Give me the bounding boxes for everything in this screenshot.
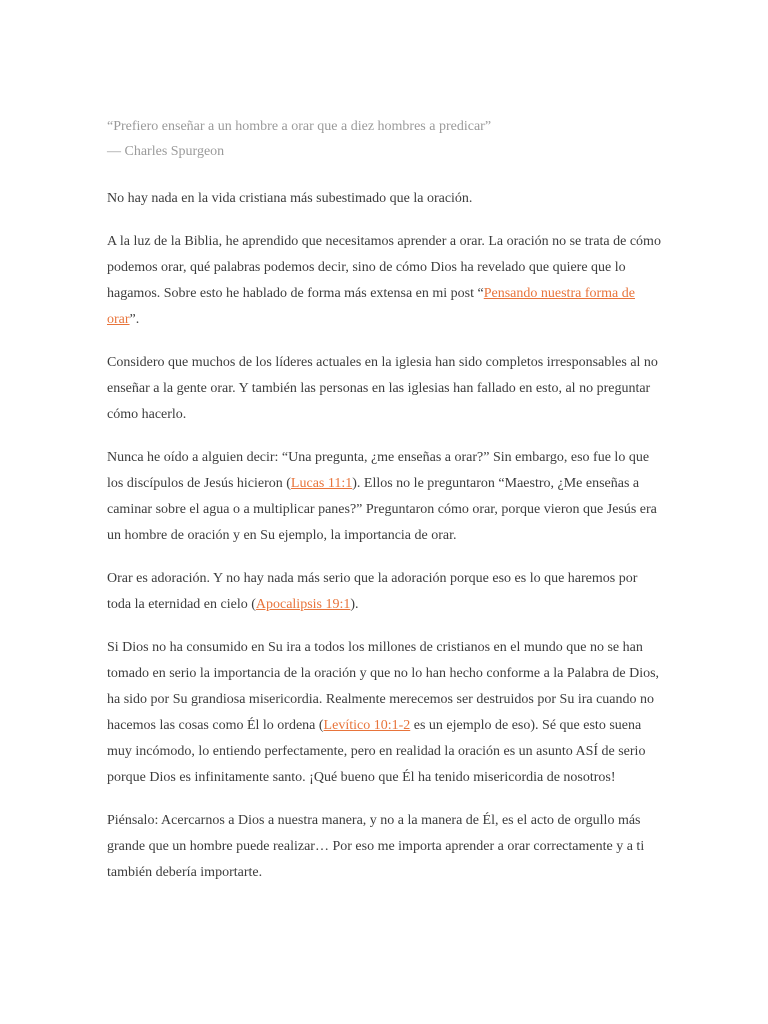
link-levitico-10-1-2[interactable]: Levítico 10:1-2 — [323, 718, 411, 733]
paragraph-6-text-before: Si Dios no ha consumido en Su ira a todos los millones de cristianos en el mundo que no se han tomado en serio la importancia de la oración y que no lo han hecho conforme a la Palabra de Dios, ha sido por Su grandiosa misericordia. Realmente merecemos ser destruidos por Su ira cuando no hacemos las cosas como Él lo ordena ( — [107, 640, 660, 733]
link-pensando-nuestra-forma-de-orar[interactable]: Pensando nuestra forma de orar — [107, 286, 635, 327]
link-apocalipsis-19-1[interactable]: Apocalipsis 19:1 — [255, 597, 351, 612]
link-lucas-11-1[interactable]: Lucas 11:1 — [290, 476, 353, 491]
epigraph-quote: “Prefiero enseñar a un hombre a orar que a diez hombres a predicar” — [107, 119, 492, 134]
paragraph-5-text-before: Orar es adoración. Y no hay nada más serio que la adoración porque eso es lo que haremos por toda la eternidad en cielo ( — [107, 571, 638, 612]
paragraph-4 — [107, 445, 663, 549]
paragraph-5 — [107, 566, 663, 618]
epigraph-author: — Charles Spurgeon — [107, 144, 225, 159]
paragraph-3: Considero que muchos de los líderes actuales en la iglesia han sido completos irresponsables al no enseñar a la gente orar. Y también las personas en las iglesias han fallado en esto, al no preguntar cómo hacerlo. — [107, 355, 658, 422]
paragraph-7: Piénsalo: Acercarnos a Dios a nuestra manera, y no a la manera de Él, es el acto de orgullo más grande que un hombre puede realizar… Por eso me importa aprender a orar correctamente y a ti también debería importarte. — [107, 813, 645, 880]
paragraph-6-text-after: es un ejemplo de eso). Sé que esto suena muy incómodo, lo entiendo perfectamente, pero en realidad la oración es un asunto ASÍ de serio porque Dios es infinitamente santo. ¡Qué bueno que Él ha tenido misericordia de nosotros! — [107, 718, 646, 785]
paragraph-2 — [107, 229, 663, 333]
paragraph-4-text-after: ). Ellos no le preguntaron “Maestro, ¿Me enseñas a caminar sobre el agua o a multiplicar panes?” Preguntaron cómo orar, porque vieron que Jesús era un hombre de oración y en Su ejemplo, la importancia de orar. — [107, 476, 657, 543]
paragraph-6 — [107, 635, 663, 791]
article-body — [107, 114, 663, 903]
paragraph-4-text-before: Nunca he oído a alguien decir: “Una pregunta, ¿me enseñas a orar?” Sin embargo, eso fue lo que los discípulos de Jesús hicieron ( — [107, 450, 650, 491]
paragraph-1: No hay nada en la vida cristiana más subestimado que la oración. — [107, 191, 473, 206]
paragraph-2-text-after: ”. — [129, 312, 140, 327]
paragraph-2-text-before: A la luz de la Biblia, he aprendido que necesitamos aprender a orar. La oración no se trata de cómo podemos orar, qué palabras podemos decir, sino de cómo Dios ha revelado que quiere que lo hagamos. Sobre esto he hablado de forma más extensa en mi post “ — [107, 234, 661, 301]
paragraph-5-text-after: ). — [350, 597, 359, 612]
